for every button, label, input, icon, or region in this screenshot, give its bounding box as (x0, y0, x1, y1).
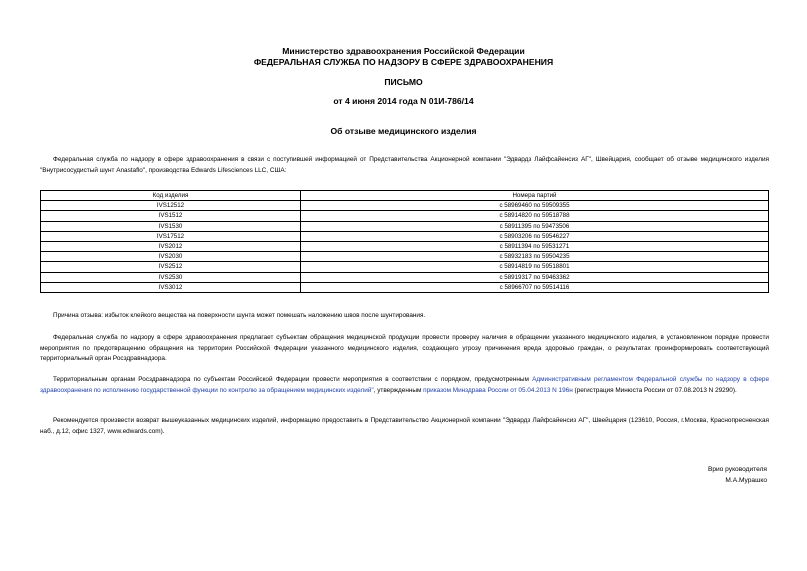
batch-range: с 58932183 по 59504235 (301, 252, 769, 262)
product-code: IVS3012 (41, 282, 301, 292)
table-row (41, 231, 769, 241)
table-row (41, 201, 769, 211)
product-code: IVS1512 (41, 211, 301, 221)
document-header (0, 46, 807, 68)
territorial-text-middle: , утвержденным (373, 386, 424, 394)
recall-reason: Причина отзыва: избыток клейкого вещества на поверхности шунта может помешать наложению швов после шунтирования. (53, 312, 426, 319)
product-code: IVS17512 (41, 231, 301, 241)
signatory-name: М.А.Мурашко (725, 477, 767, 484)
ministry-name: Министерство здравоохранения Российской Федерации (282, 46, 525, 56)
batch-range: с 58911394 по 59531271 (301, 241, 769, 251)
territorial-paragraph (40, 375, 769, 396)
product-code: IVS12512 (41, 201, 301, 211)
product-code: IVS2530 (41, 272, 301, 282)
table-row (41, 272, 769, 282)
document-date-number: от 4 июня 2014 года N 01И-786/14 (333, 96, 474, 106)
table-row (41, 241, 769, 251)
table-row (41, 282, 769, 292)
document-subject: Об отзыве медицинского изделия (330, 126, 477, 136)
product-code: IVS2512 (41, 262, 301, 272)
batch-range: с 58966707 по 59514116 (301, 282, 769, 292)
regulation-link[interactable]: Административным регламентом Федеральной службы по надзору в сфере здравоохранения по исполнению государственной функции по контролю за обращением медицинских изделий" (40, 376, 769, 394)
territorial-text-after: (регистрация Минюста России от 07.08.2013 N 29290). (572, 386, 737, 394)
batch-range: с 58911395 по 59473506 (301, 221, 769, 231)
territorial-text-before: Территориальным органам Росздравнадзора по субъектам Российской Федерации провести мероприятия в соответствии с порядком, предусмотренным (53, 376, 533, 383)
table-row (41, 211, 769, 221)
service-name: ФЕДЕРАЛЬНАЯ СЛУЖБА ПО НАДЗОРУ В СФЕРЕ ЗДРАВООХРАНЕНИЯ (253, 57, 554, 67)
batch-range: с 58903206 по 59546227 (301, 231, 769, 241)
table-row (41, 221, 769, 231)
batch-range: с 58919317 по 59463362 (301, 272, 769, 282)
recall-batches-table (40, 190, 769, 293)
product-code: IVS1530 (41, 221, 301, 231)
product-code: IVS2030 (41, 252, 301, 262)
table-row (41, 262, 769, 272)
document-type: ПИСЬМО (384, 77, 423, 87)
column-header-batches: Номера партий (301, 191, 769, 201)
table-header-row (41, 191, 769, 201)
batch-range: с 58969460 по 59509355 (301, 201, 769, 211)
table-row (41, 252, 769, 262)
intro-paragraph: Федеральная служба по надзору в сфере здравоохранения в связи с поступившей информацией от Представительства Акционерной компании "Эдвардз Лайфсайенсиз АГ", Швейцария, сообщает об отзыве медицинского изделия "Внутрисосудистый шунт Anastaflo", производства Edwards Lifesciences LLC, США: (40, 156, 769, 174)
batch-range: с 58914819 по 59518801 (301, 262, 769, 272)
signatory-position: Врио руководителя (707, 466, 767, 473)
column-header-code: Код изделия (41, 191, 301, 201)
order-link[interactable]: приказом Минздрава России от 05.04.2013 N 196н (423, 386, 573, 394)
product-code: IVS2012 (41, 241, 301, 251)
batch-range: с 58914820 по 59518788 (301, 211, 769, 221)
recommendation-paragraph: Рекомендуется произвести возврат вышеуказанных медицинских изделий, информацию предоставить в Представительство Акционерной компании "Эдвардз Лайфсайенсиз АГ", Швейцария (123610, Россия, г.Москва, Краснопресненская наб., д.12, офис 1327, www.edwards.com). (40, 417, 769, 435)
proposal-paragraph: Федеральная служба по надзору в сфере здравоохранения предлагает субъектам обращения медицинской продукции провести проверку наличия в обращении указанного медицинского изделия, в установленном порядке провести мероприятия по предотвращению обращения на территории Российской Федерации указанного медицинского изделия, создающего угрозу причинения вреда здоровью граждан, о результатах проинформировать соответствующий территориальный орган Росздравнадзора. (40, 334, 769, 363)
